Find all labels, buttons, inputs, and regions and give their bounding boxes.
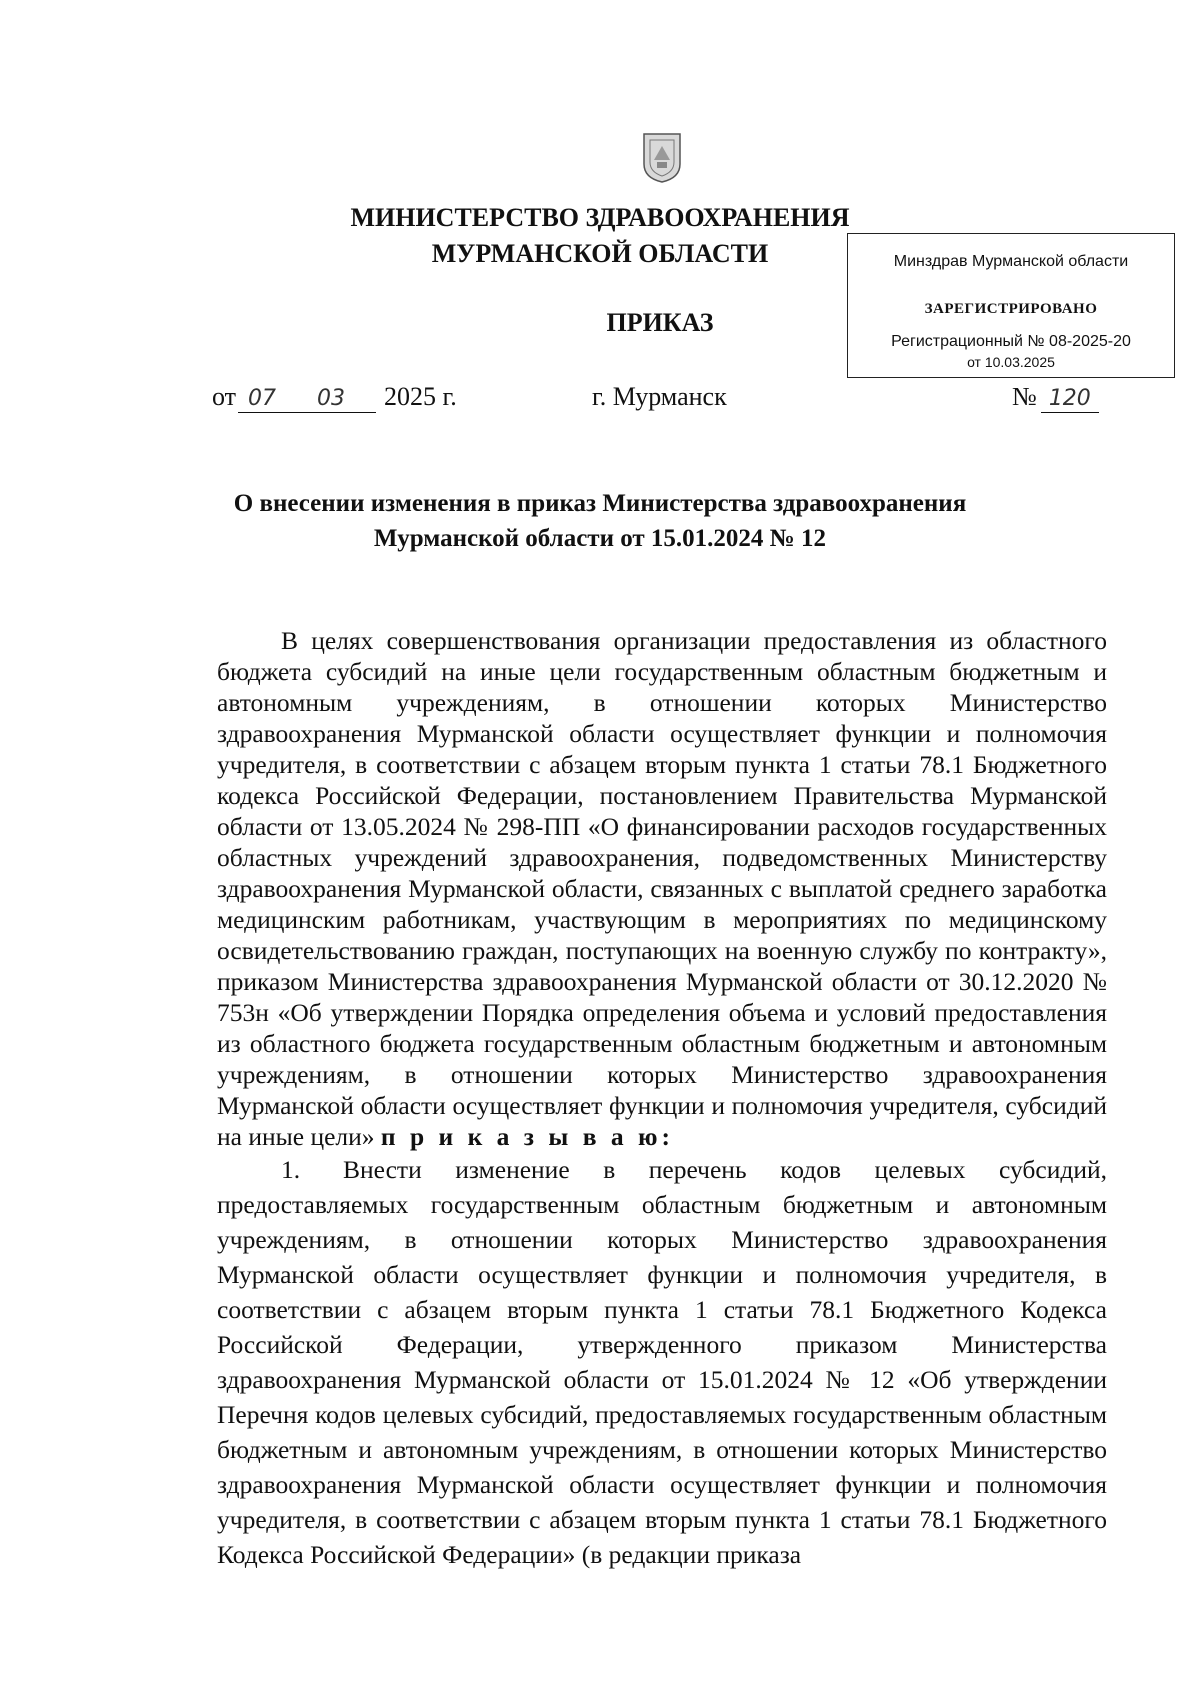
coat-of-arms-icon [640,130,684,184]
document-title-line1: О внесении изменения в приказ Министерства здравоохранения [233,490,967,517]
number-value: 120 [1041,386,1099,413]
date-day: 07 [238,386,286,413]
registration-number: Регистрационный № 08-2025-20 [891,333,1131,350]
date-prefix: от [212,382,237,411]
date-month: 03 [286,386,376,413]
item-1 [217,1152,1107,1572]
registration-org: Минздрав Мурманской области [893,253,1129,270]
registration-date: от 10.03.2025 [967,354,1055,370]
preamble-paragraph [217,625,1107,1152]
registration-stamp [847,233,1175,378]
item-1-text: Внести изменение в перечень кодов целевых субсидий, предоставляемых государственным областным бюджетным и автономным учреждениям, в отношении которых Министерство здравоохранения Мурманской области осуществляет функции и полномочия учредителя, в соответствии с абзацем вторым пункта 1 статьи 78.1 Бюджетного Кодекса Российской Федерации, утвержденного приказом Министерства здравоохранения Мурманской области от 15.01.2024 № 12 «Об утверждении Перечня кодов целевых субсидий, предоставляемых государственным областным бюджетным и автономным учреждениям, в отношении которых Министерство здравоохранения Мурманской области осуществляет функции и полномочия учредителя, в соответствии с абзацем вторым пункта 1 статьи 78.1 Бюджетного Кодекса Российской Федерации» (в редакции приказа [217,1155,1107,1569]
date-year: 2025 г. [384,382,457,411]
document-body [217,625,1107,1572]
order-city: г. Мурманск [592,382,727,411]
document-title-line2: Мурманской области от 15.01.2024 № 12 [373,525,827,552]
number-prefix: № [1012,382,1037,411]
item-1-number: 1. [281,1155,301,1184]
document-title [150,486,1050,556]
order-date [212,382,457,413]
decree-word: п р и к а з ы в а ю: [380,1122,674,1151]
ministry-name-line2: МУРМАНСКОЙ ОБЛАСТИ [431,239,769,268]
registration-status: ЗАРЕГИСТРИРОВАНО [924,301,1098,317]
order-number [1012,382,1099,413]
preamble-text: В целях совершенствования организации предоставления из областного бюджета субсидий на иные цели государственным областным бюджетным и автономным учреждениям, в отношении которых Министерство здравоохранения Мурманской области осуществляет функции и полномочия учредителя, в соответствии с абзацем вторым пункта 1 статьи 78.1 Бюджетного кодекса Российской Федерации, постановлением Правительства Мурманской области от 13.05.2024 № 298-ПП «О финансировании расходов государственных областных учреждений здравоохранения, подведомственных Министерству здравоохранения Мурманской области, связанных с выплатой среднего заработка медицинским работникам, участвующим в мероприятиях по медицинскому освидетельствованию граждан, поступающих на военную службу по контракту», приказом Министерства здравоохранения Мурманской области от 30.12.2020 № 753н «Об утверждении Порядка определения объема и условий предоставления из областного бюджета государственным областным бюджетным и автономным учреждениям, в отношении которых Министерство здравоохранения Мурманской области осуществляет функции и полномочия учредителя, субсидий на иные цели» [217,626,1107,1151]
ministry-name-line1: МИНИСТЕРСТВО ЗДРАВООХРАНЕНИЯ [350,203,850,232]
order-title: ПРИКАЗ [606,308,714,337]
